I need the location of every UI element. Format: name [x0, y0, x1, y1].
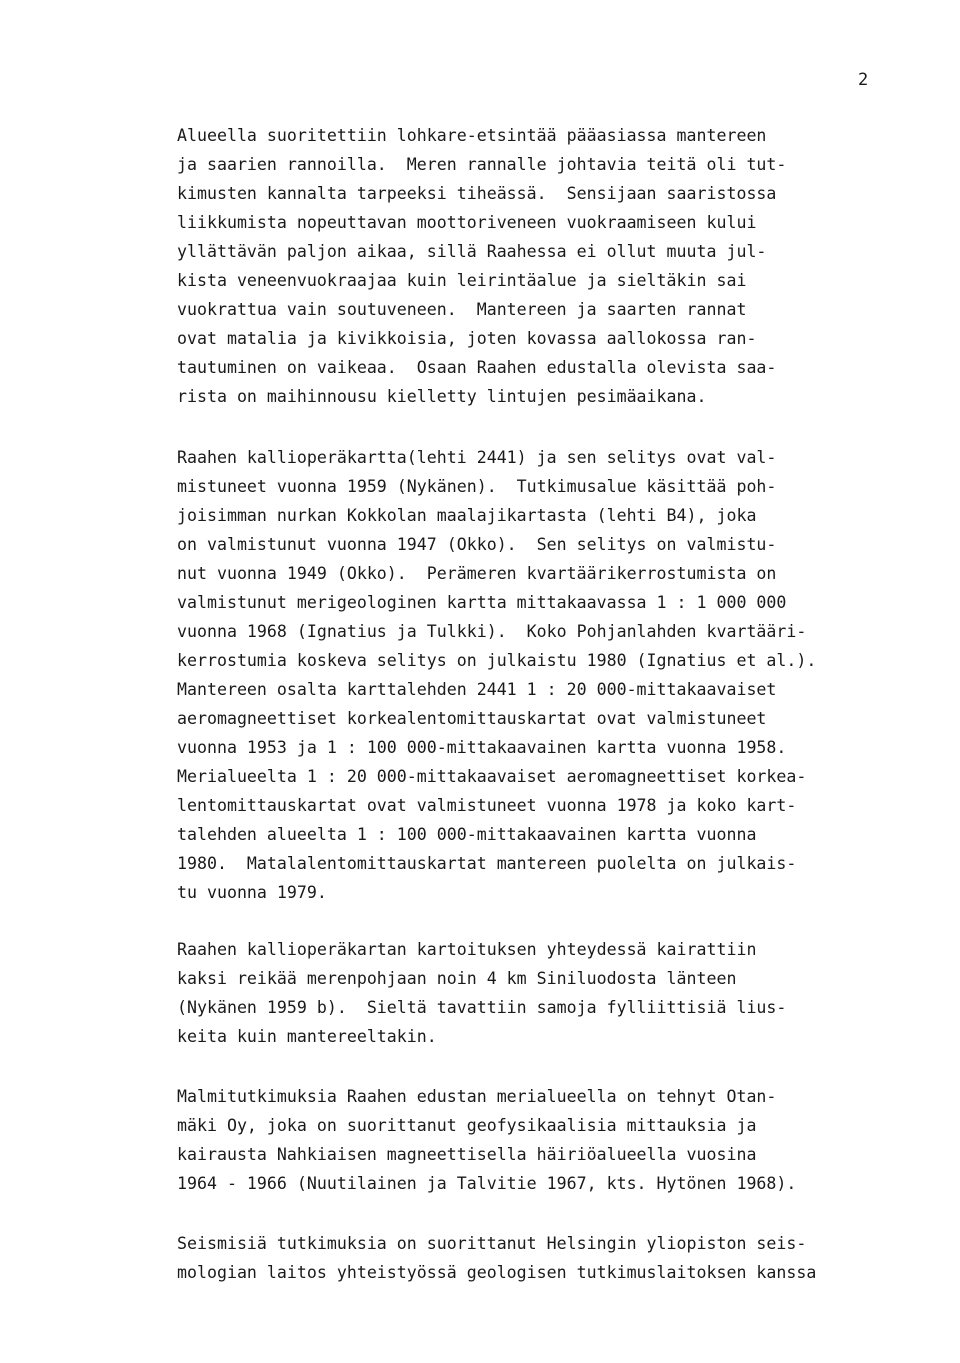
text-line: Alueella suoritettiin lohkare-etsintää pääasiassa mantereen	[177, 126, 767, 145]
page-number: 2	[858, 70, 869, 90]
text-line: yllättävän paljon aikaa, sillä Raahessa ei ollut muuta jul-	[177, 242, 767, 261]
paragraph-map-sources	[177, 443, 927, 907]
text-line: 1964 - 1966 (Nuutilainen ja Talvitie 1967, kts. Hytönen 1968).	[177, 1174, 797, 1193]
text-line: vuonna 1968 (Ignatius ja Tulkki). Koko Pohjanlahden kvartääri-	[177, 622, 807, 641]
text-line: aeromagneettiset korkealentomittauskartat ovat valmistuneet	[177, 709, 767, 728]
text-line: Raahen kallioperäkartan kartoituksen yhteydessä kairattiin	[177, 940, 757, 959]
text-line: rista on maihinnousu kielletty lintujen pesimäaikana.	[177, 387, 707, 406]
text-line: kimusten kannalta tarpeeksi tiheässä. Sensijaan saaristossa	[177, 184, 777, 203]
text-line: joisimman nurkan Kokkolan maalajikartasta (lehti B4), joka	[177, 506, 757, 525]
text-line: vuonna 1953 ja 1 : 100 000-mittakaavainen kartta vuonna 1958.	[177, 738, 787, 757]
text-line: Mantereen osalta karttalehden 2441 1 : 20 000-mittakaavaiset	[177, 680, 777, 699]
text-line: ovat matalia ja kivikkoisia, joten kovassa aallokossa ran-	[177, 329, 757, 348]
text-line: (Nykänen 1959 b). Sieltä tavattiin samoja fylliittisiä lius-	[177, 998, 787, 1017]
text-line: tautuminen on vaikeaa. Osaan Raahen edustalla olevista saa-	[177, 358, 777, 377]
text-line: mologian laitos yhteistyössä geologisen tutkimuslaitoksen kanssa	[177, 1263, 817, 1282]
text-line: kista veneenvuokraajaa kuin leirintäalue ja sieltäkin sai	[177, 271, 747, 290]
paragraph-drilling	[177, 935, 927, 1051]
paragraph-field-search	[177, 121, 927, 411]
text-line: keita kuin mantereeltakin.	[177, 1027, 437, 1046]
text-line: liikkumista nopeuttavan moottoriveneen vuokraamiseen kului	[177, 213, 757, 232]
text-line: ja saarien rannoilla. Meren rannalle johtavia teitä oli tut-	[177, 155, 787, 174]
text-line: Seismisiä tutkimuksia on suorittanut Helsingin yliopiston seis-	[177, 1234, 807, 1253]
text-line: kairausta Nahkiaisen magneettisella häiriöalueella vuosina	[177, 1145, 757, 1164]
text-line: Merialueelta 1 : 20 000-mittakaavaiset aeromagneettiset korkea-	[177, 767, 807, 786]
text-line: tu vuonna 1979.	[177, 883, 327, 902]
text-line: 1980. Matalalentomittauskartat mantereen puolelta on julkais-	[177, 854, 797, 873]
paragraph-ore-research	[177, 1082, 927, 1198]
text-line: mistuneet vuonna 1959 (Nykänen). Tutkimusalue käsittää poh-	[177, 477, 777, 496]
text-line: Malmitutkimuksia Raahen edustan merialueella on tehnyt Otan-	[177, 1087, 777, 1106]
text-line: talehden alueelta 1 : 100 000-mittakaavainen kartta vuonna	[177, 825, 757, 844]
text-line: kaksi reikää merenpohjaan noin 4 km Siniluodosta länteen	[177, 969, 737, 988]
paragraph-seismic	[177, 1229, 927, 1287]
text-line: vuokrattua vain soutuveneen. Mantereen ja saarten rannat	[177, 300, 747, 319]
text-line: Raahen kallioperäkartta(lehti 2441) ja sen selitys ovat val-	[177, 448, 777, 467]
text-line: on valmistunut vuonna 1947 (Okko). Sen selitys on valmistu-	[177, 535, 777, 554]
text-line: nut vuonna 1949 (Okko). Perämeren kvartäärikerrostumista on	[177, 564, 777, 583]
text-line: mäki Oy, joka on suorittanut geofysikaalisia mittauksia ja	[177, 1116, 757, 1135]
text-line: lentomittauskartat ovat valmistuneet vuonna 1978 ja koko kart-	[177, 796, 797, 815]
text-line: valmistunut merigeologinen kartta mittakaavassa 1 : 1 000 000	[177, 593, 787, 612]
text-line: kerrostumia koskeva selitys on julkaistu 1980 (Ignatius et al.).	[177, 651, 817, 670]
